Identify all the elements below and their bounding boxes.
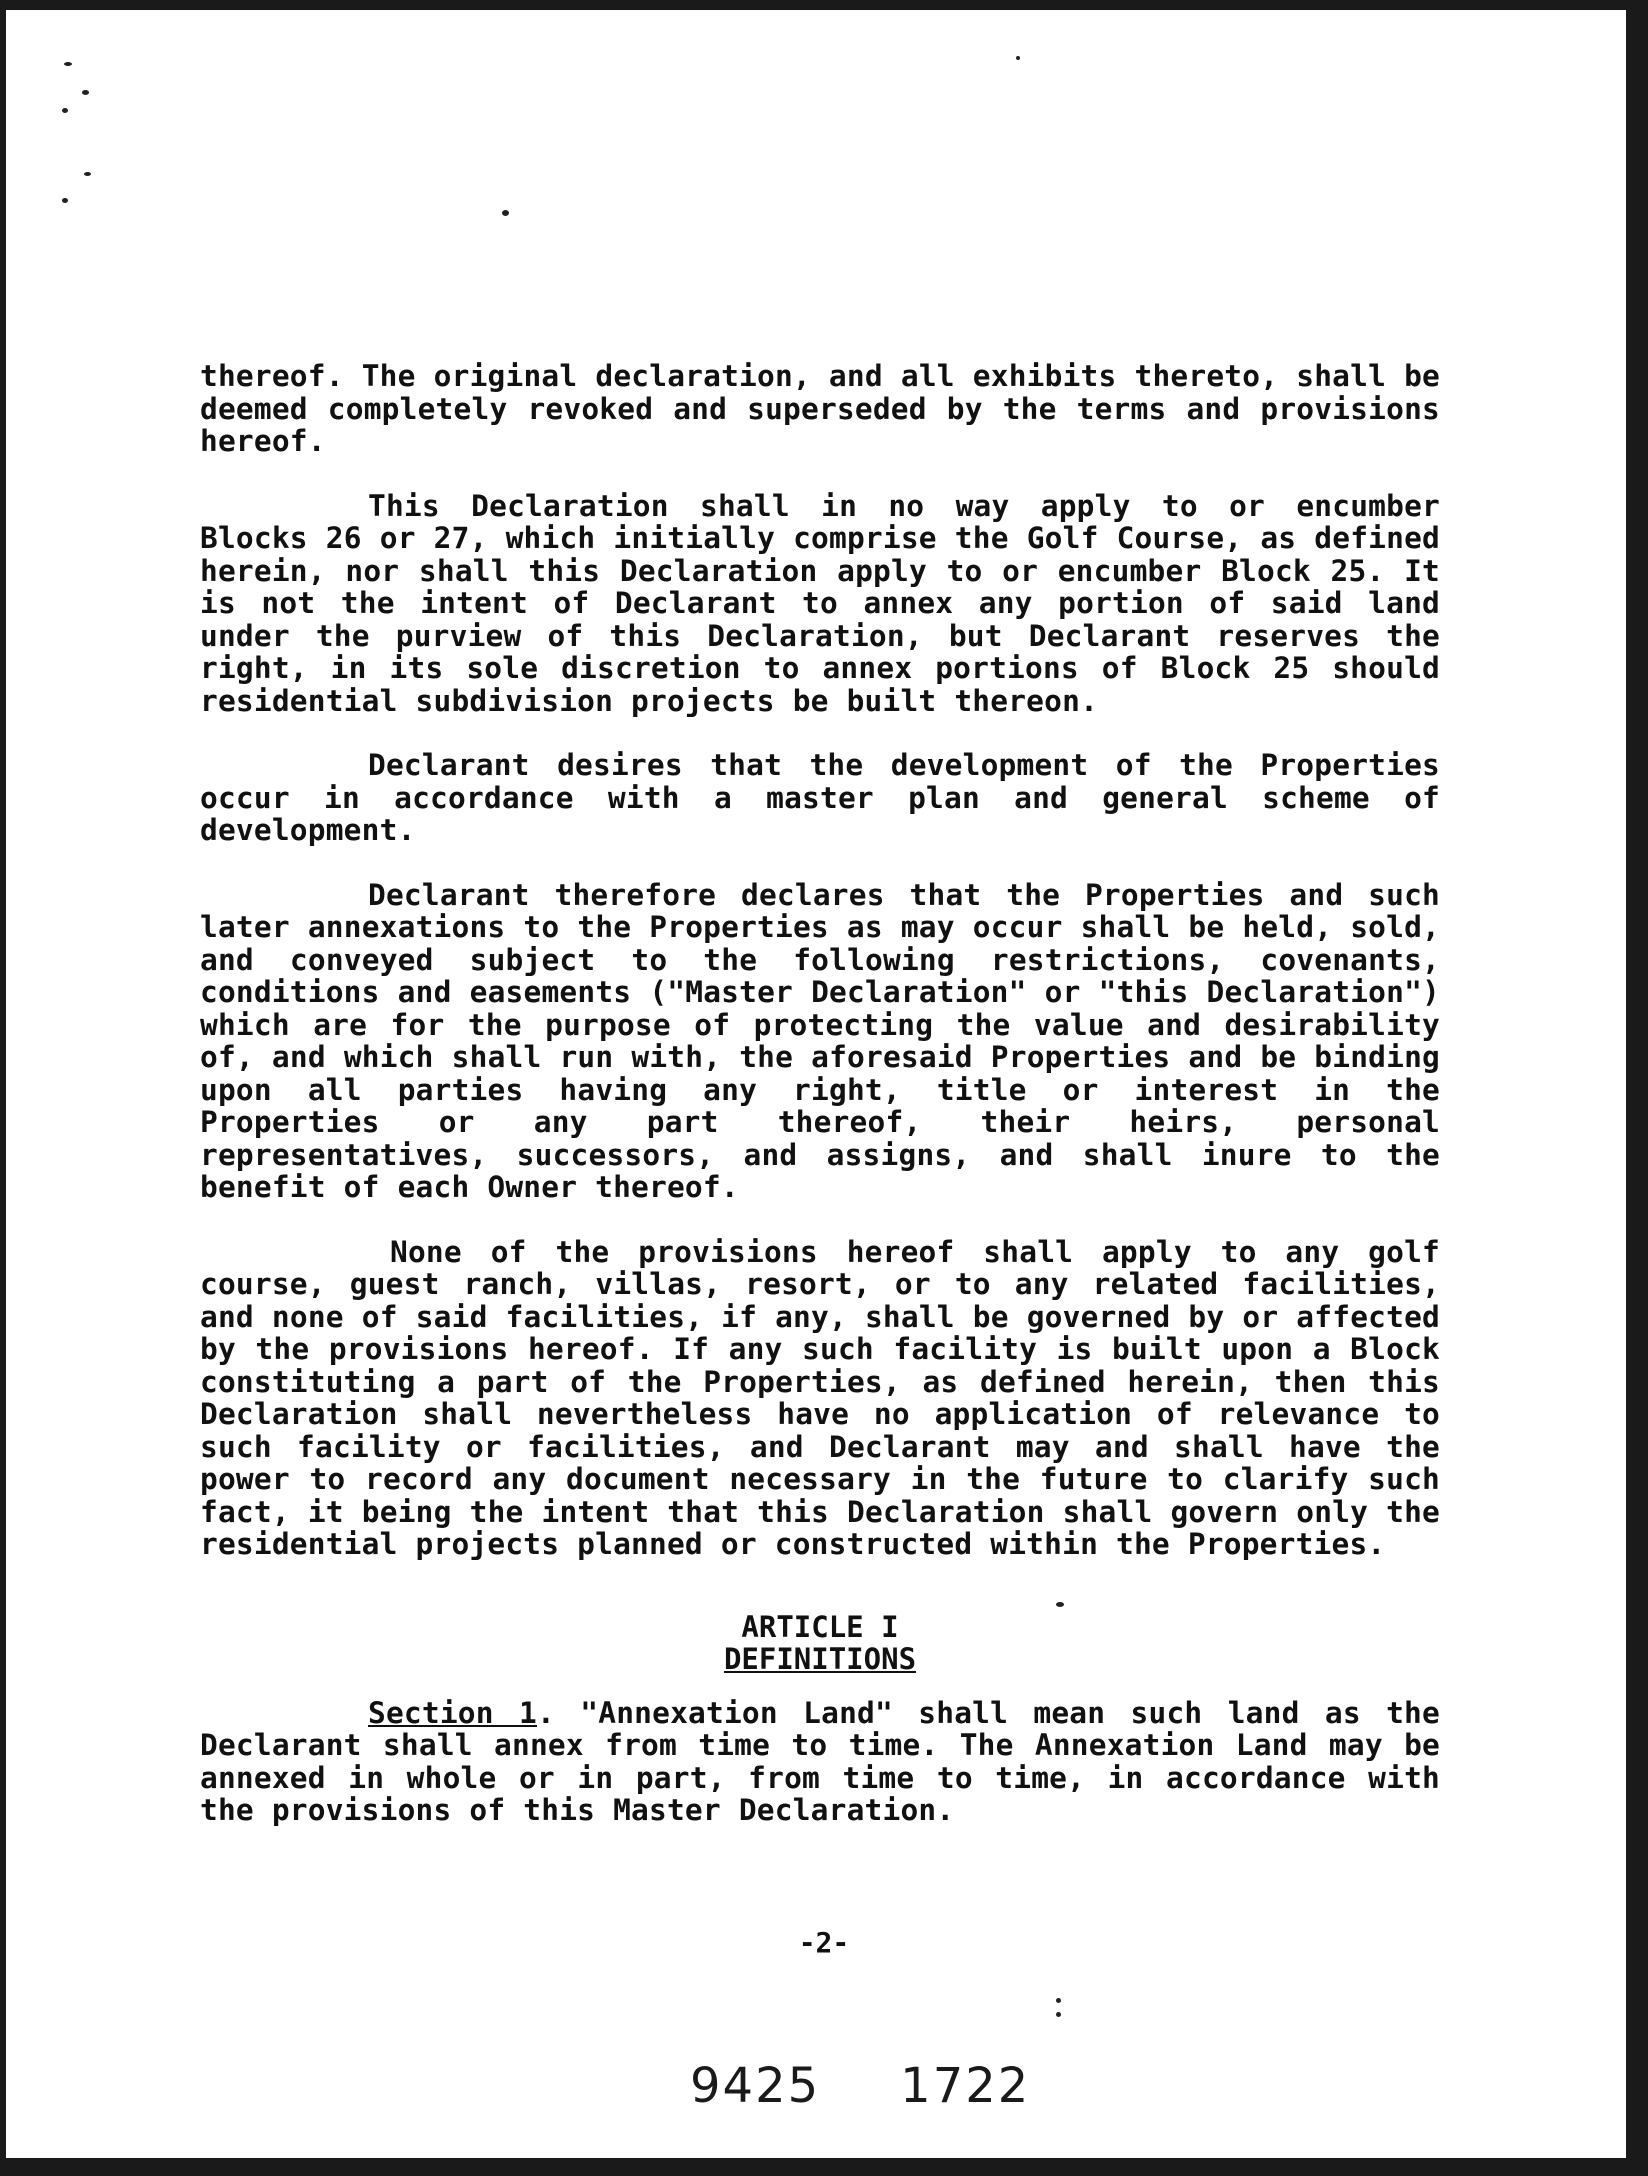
document-body	[200, 360, 1440, 1859]
scan-speck	[62, 108, 68, 113]
scan-speck	[82, 90, 89, 95]
paragraph-facilities: None of the provisions hereof shall apply to any golf course, guest ranch, villas, resort, or to any related facilities, and none of said facilities, if any, shall be governed by or affected by the provisions hereof. If any such facility is built upon a Block constituting a part of the Properties, as defined herein, then this Declaration shall nevertheless have no application of relevance to such facility or facilities, and Declarant may and shall have the power to record any document necessary in the future to clarify such fact, it being the intent that this Declaration shall govern only the residential projects planned or constructed within the Properties.	[200, 1234, 1440, 1561]
scan-speck	[502, 210, 509, 216]
document-code-left: 9425	[690, 2058, 821, 2114]
scan-speck	[1056, 1998, 1061, 2003]
page-number: -2-	[798, 1926, 850, 1959]
document-code-right: 1722	[900, 2058, 1031, 2114]
document-code	[690, 2058, 1030, 2114]
section-1-label: Section 1	[368, 1695, 537, 1730]
scan-speck	[64, 62, 72, 66]
scan-speck	[1056, 2012, 1061, 2017]
paragraph-master-plan: Declarant desires that the development of the Properties occur in accordance with a master plan and general scheme of development.	[200, 748, 1440, 847]
paragraph-revocation: thereof. The original declaration, and all exhibits thereto, shall be deemed completely revoked and superseded by the terms and provisions hereof.	[200, 359, 1440, 458]
scan-speck	[84, 172, 91, 176]
paragraph-blocks-exclusion: This Declaration shall in no way apply to or encumber Blocks 26 or 27, which initially comprise the Golf Course, as defined herein, nor shall this Declaration apply to or encumber Block 25. It is not the intent of Declarant to annex any portion of said land under the purview of this Declaration, but Declarant reserves the right, in its sole discretion to annex portions of Block 25 should residential subdivision projects be built thereon.	[200, 488, 1440, 718]
paragraph-declaration: Declarant therefore declares that the Properties and such later annexations to the Properties as may occur shall be held, sold, and conveyed subject to the following restrictions, covenants, conditions and easements ("Master Declaration" or "this Declaration") which are for the purpose of protecting the value and desirability of, and which shall run with, the aforesaid Properties and be binding upon all parties having any right, title or interest in the Properties or any part thereof, their heirs, personal representatives, successors, and assigns, and shall inure to the benefit of each Owner thereof.	[200, 877, 1440, 1204]
article-title: DEFINITIONS	[723, 1641, 917, 1676]
article-heading: ARTICLE I	[741, 1609, 899, 1644]
section-1-text: . "Annexation Land" shall mean such land as the Declarant shall annex from time to time. The Annexation Land may be annexed in whole or in part, from time to time, in accordance with the provisions of this Master Declaration.	[200, 1695, 1440, 1827]
scan-speck	[62, 198, 68, 203]
scan-speck	[1016, 56, 1020, 60]
article-header	[200, 1611, 1440, 1675]
section-1-paragraph	[200, 1697, 1440, 1827]
